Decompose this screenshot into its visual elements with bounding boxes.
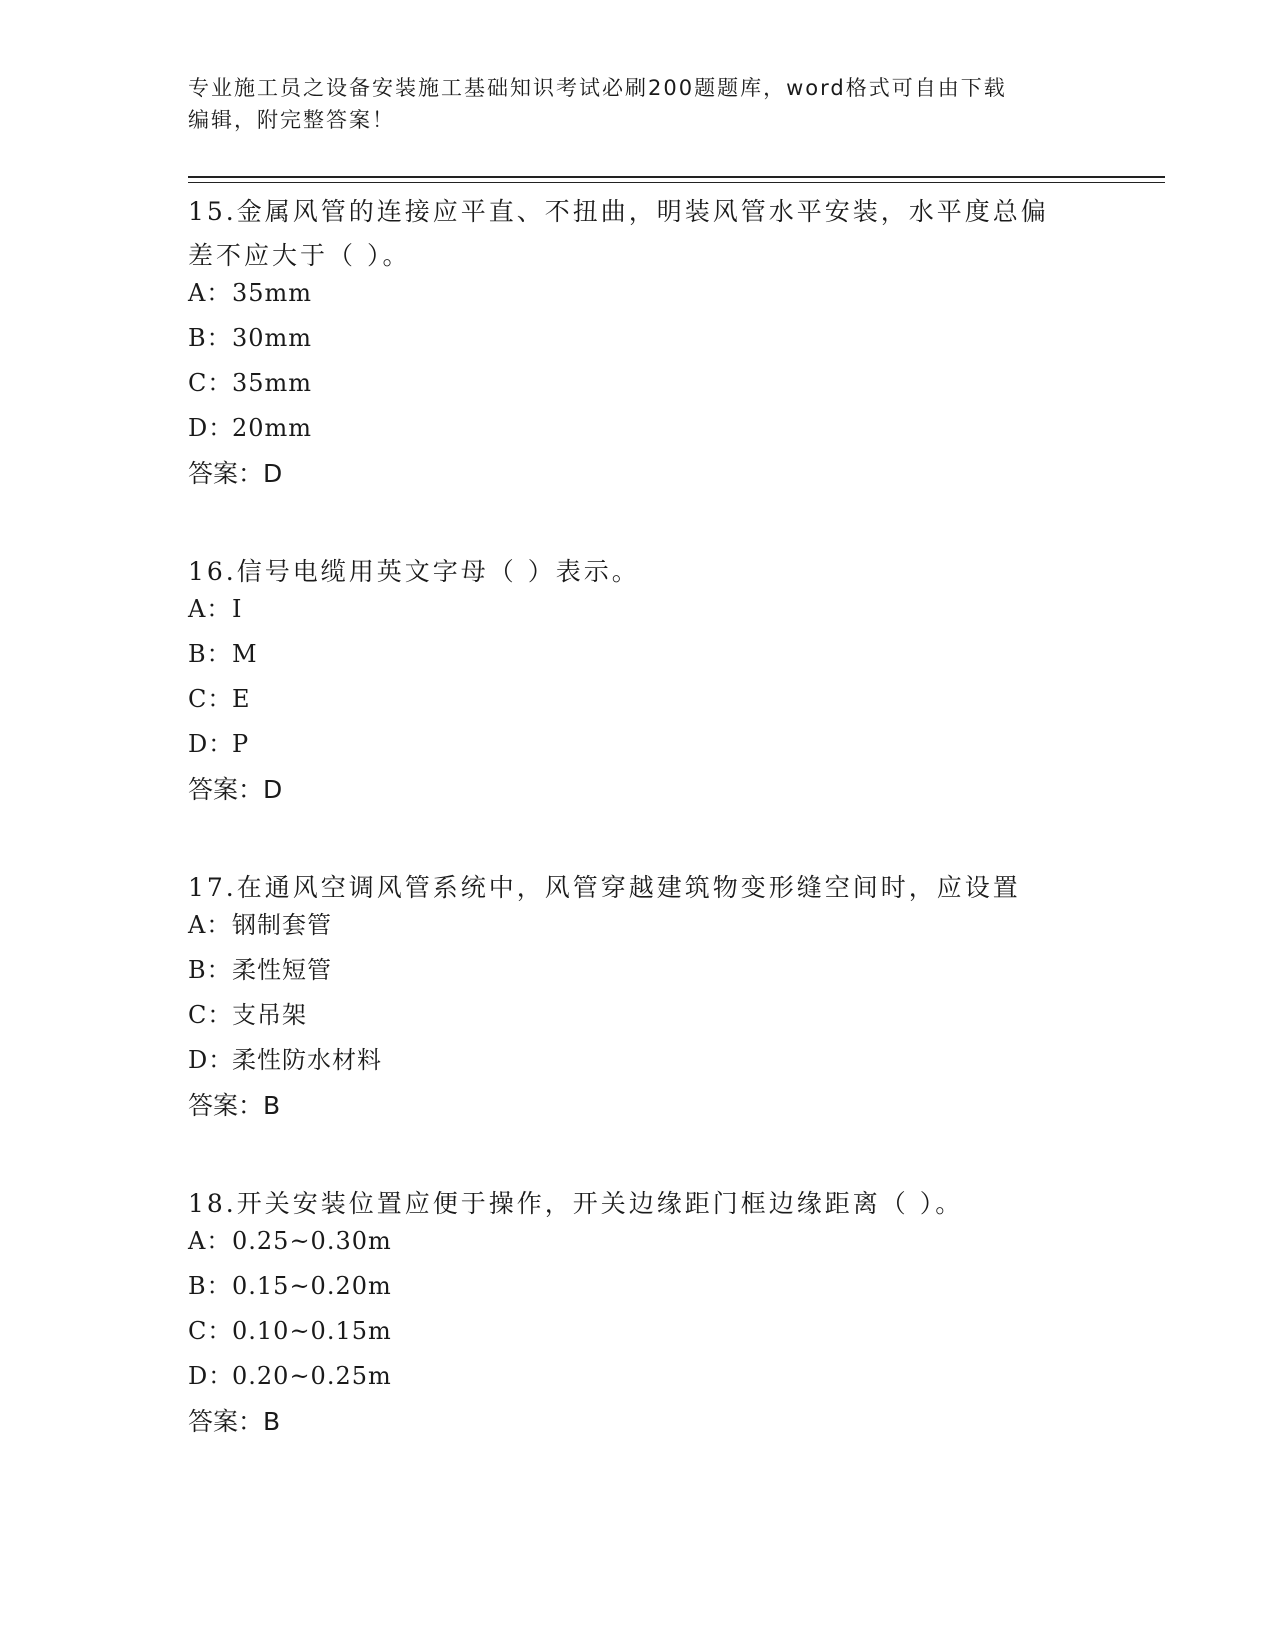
- option-text: M: [232, 640, 258, 668]
- option-letter: A：: [188, 1227, 232, 1255]
- option-text: 支吊架: [232, 1001, 307, 1029]
- question-list: [188, 190, 1168, 1498]
- option-a: [188, 910, 1168, 955]
- header-divider-thin: [188, 182, 1165, 183]
- option-text: 35mm: [232, 369, 313, 397]
- option-letter: B：: [188, 324, 232, 352]
- option-letter: B：: [188, 640, 232, 668]
- option-letter: D：: [188, 1362, 234, 1390]
- option-text: 钢制套管: [232, 911, 332, 939]
- option-c: [188, 368, 1168, 413]
- option-d: [188, 413, 1168, 458]
- option-text: 0.10~0.15m: [232, 1317, 392, 1345]
- header-divider-thick: [188, 176, 1165, 178]
- option-text: 0.20~0.25m: [232, 1362, 392, 1390]
- option-a: [188, 278, 1168, 323]
- option-a: [188, 594, 1168, 639]
- option-d: [188, 1045, 1168, 1090]
- option-b: [188, 955, 1168, 1000]
- option-b: [188, 1271, 1168, 1316]
- answer-line: 答案：D: [188, 459, 283, 488]
- document-header: [188, 72, 1068, 136]
- option-letter: D：: [188, 730, 234, 758]
- question-17: [188, 866, 1168, 1130]
- option-text: 柔性防水材料: [232, 1046, 382, 1074]
- option-letter: C：: [188, 369, 233, 397]
- option-b: [188, 323, 1168, 368]
- question-16: [188, 550, 1168, 814]
- question-stem: [188, 1182, 1088, 1226]
- option-c: [188, 1000, 1168, 1045]
- answer-line: 答案：D: [188, 775, 283, 804]
- option-letter: C：: [188, 1001, 233, 1029]
- option-letter: C：: [188, 1317, 233, 1345]
- option-text: 0.15~0.20m: [232, 1272, 392, 1300]
- option-letter: B：: [188, 956, 232, 984]
- option-letter: D：: [188, 414, 234, 442]
- answer-line: 答案：B: [188, 1407, 281, 1436]
- option-text: 柔性短管: [232, 956, 332, 984]
- option-text: 30mm: [232, 324, 313, 352]
- option-letter: A：: [188, 595, 232, 623]
- option-text: 20mm: [232, 414, 313, 442]
- stem-line: 17.在通风空调风管系统中，风管穿越建筑物变形缝空间时，应设置: [188, 873, 1021, 902]
- option-d: [188, 729, 1168, 774]
- option-a: [188, 1226, 1168, 1271]
- option-text: 35mm: [232, 279, 313, 307]
- option-letter: A：: [188, 279, 232, 307]
- option-text: 0.25~0.30m: [232, 1227, 392, 1255]
- option-letter: C：: [188, 685, 233, 713]
- option-letter: A：: [188, 911, 232, 939]
- stem-line: 差不应大于（ ）。: [188, 241, 411, 270]
- stem-line: 16.信号电缆用英文字母（ ）表示。: [188, 557, 640, 586]
- stem-line: 18.开关安装位置应便于操作，开关边缘距门框边缘距离（ ）。: [188, 1189, 964, 1218]
- header-line-1: 专业施工员之设备安装施工基础知识考试必刷200题题库，word格式可自由下载: [188, 76, 1007, 100]
- question-stem: [188, 190, 1088, 278]
- question-stem: [188, 550, 1088, 594]
- answer-line: 答案：B: [188, 1091, 281, 1120]
- stem-line: 15.金属风管的连接应平直、不扭曲，明装风管水平安装，水平度总偏: [188, 197, 1049, 226]
- question-18: [188, 1182, 1168, 1446]
- option-text: E: [232, 685, 251, 713]
- option-c: [188, 1316, 1168, 1361]
- option-b: [188, 639, 1168, 684]
- option-text: I: [232, 595, 243, 623]
- option-letter: D：: [188, 1046, 234, 1074]
- option-text: P: [232, 730, 250, 758]
- question-15: [188, 190, 1168, 498]
- option-d: [188, 1361, 1168, 1406]
- option-letter: B：: [188, 1272, 232, 1300]
- option-c: [188, 684, 1168, 729]
- header-line-2: 编辑，附完整答案！: [188, 108, 395, 132]
- question-stem: [188, 866, 1088, 910]
